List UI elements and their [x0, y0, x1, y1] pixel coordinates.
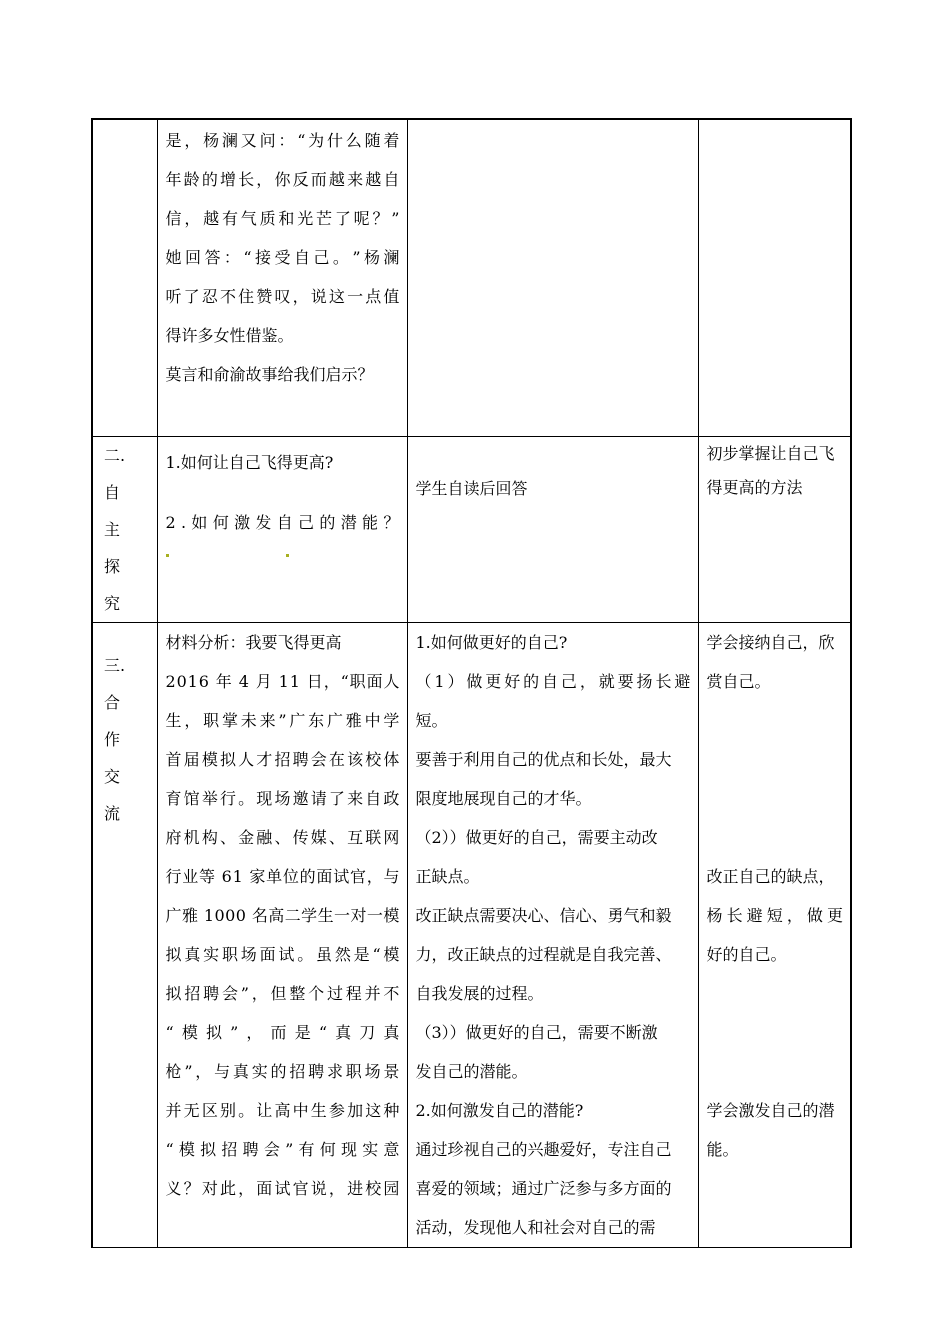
material-line: 首 届 模 拟 人 才 招 聘 会 在 该 校 体 — [165, 750, 400, 769]
stage-label-char: 作 — [104, 730, 121, 749]
explore-row — [92, 437, 851, 623]
highlight-dot — [166, 554, 169, 557]
stage-label-cell — [92, 437, 157, 623]
material-line: 并 无 区 别 。 让 高 中 生 参 加 这 种 — [165, 1101, 400, 1120]
goal-line — [707, 1013, 844, 1052]
material-line: 育 馆 举 行 。 现 场 邀 请 了 来 自 政 — [165, 789, 400, 808]
material-cell — [157, 623, 407, 1248]
goal-line: 初步掌握让自己飞 — [706, 444, 835, 463]
mark-row — [166, 540, 400, 570]
goal-line: 学会接纳自己，欣 — [706, 633, 835, 652]
highlight-dot — [286, 554, 289, 557]
activity-line: 改正缺点需要决心、信心、勇气和毅 — [415, 906, 672, 925]
stage-label-char: 主 — [104, 520, 121, 539]
goal-line: 得更高的方法 — [706, 478, 803, 497]
material-line: 生 ， 职 掌 未 来 ” 广 东 广 雅 中 学 — [165, 711, 400, 730]
intro-content-cell — [157, 119, 407, 437]
stage-label-char: 合 — [104, 693, 121, 712]
stage-label-cell — [92, 623, 157, 1248]
activity-line: 发自己的潜能。 — [415, 1062, 528, 1081]
goal-line: 杨 长 避 短 ， 做 更 — [706, 906, 843, 925]
intro-row — [92, 119, 851, 437]
question-line: 1.如何让自己飞得更高? — [165, 453, 334, 472]
goal-line: 能。 — [706, 1140, 739, 1159]
student-activity-cell — [407, 437, 698, 623]
questions-cell — [157, 437, 407, 623]
material-line: 广 雅 1 0 0 0 名 高 二 学 生 一 对 一 模 — [165, 906, 400, 925]
stage-label-char: 交 — [104, 767, 121, 786]
activity-line: 2.如何激发自己的潜能? — [415, 1101, 584, 1120]
lesson-plan-table — [91, 118, 852, 1248]
goal-line — [707, 779, 844, 818]
activity-cell-empty — [407, 119, 698, 437]
activity-line: 自我发展的过程。 — [415, 984, 544, 1003]
activity-cell — [407, 623, 698, 1248]
stage-cell-empty — [92, 119, 157, 437]
stage-label-char: 二. — [104, 446, 126, 465]
material-line: “ 模 拟 ” ， 而 是 “ 真 刀 真 — [165, 1023, 400, 1042]
goal-line — [707, 974, 844, 1013]
stage-label-char: 究 — [104, 594, 121, 613]
activity-line: 要善于利用自己的优点和长处，最大 — [415, 750, 672, 769]
student-activity-text: 学生自读后回答 — [415, 479, 528, 498]
activity-line: 1.如何做更好的自己? — [415, 633, 568, 652]
material-line: 行 业 等 6 1 家 单 位 的 面 试 官 ， 与 — [165, 867, 400, 886]
text-line: 她 回 答 ： “ 接 受 自 己 。 ” 杨 澜 — [165, 248, 400, 267]
stage-label-char: 流 — [104, 804, 121, 823]
material-line: 拟 真 实 职 场 面 试 。 虽 然 是 “ 模 — [165, 945, 400, 964]
activity-line: 力，改正缺点的过程就是自我完善、 — [415, 945, 672, 964]
text-line: 是 ， 杨 澜 又 问 ： “ 为 什 么 随 着 — [165, 131, 400, 150]
goal-line: 赏自己。 — [706, 672, 771, 691]
activity-line: 通过珍视自己的兴趣爱好，专注自己 — [415, 1140, 672, 1159]
goal-line — [707, 818, 844, 857]
material-line: 材料分析：我要飞得更高 — [165, 633, 342, 652]
question-line: 2 . 如 何 激 发 自 己 的 潜 能 ？ — [165, 513, 400, 532]
coop-row — [92, 623, 851, 1248]
activity-line: （2））做更好的自己，需要主动改 — [415, 828, 658, 847]
text-line: 信 ， 越 有 气 质 和 光 芒 了 呢 ？ ” — [165, 209, 400, 228]
text-line: 听 了 忍 不 住 赞 叹 ， 说 这 一 点 值 — [165, 287, 400, 306]
stage-label-char: 探 — [104, 557, 121, 576]
goal-cell — [698, 437, 851, 623]
text-line: 年 龄 的 增 长 ， 你 反 而 越 来 越 自 — [165, 170, 400, 189]
material-line: 府 机 构 、 金 融 、 传 媒 、 互 联 网 — [165, 828, 400, 847]
activity-line: （ 1 ） 做 更 好 的 自 己 ， 就 要 扬 长 避 — [415, 672, 691, 691]
material-line: 2 0 1 6 年 4 月 1 1 日 ， “ 职 面 人 — [165, 672, 400, 691]
goal-line: 学会激发自己的潜 — [706, 1101, 835, 1120]
goal-cell-empty — [698, 119, 851, 437]
activity-line: （3））做更好的自己，需要不断激 — [415, 1023, 658, 1042]
stage-label-char: 三. — [104, 656, 126, 675]
goal-line — [707, 1052, 844, 1091]
material-line: “ 模 拟 招 聘 会 ” 有 何 现 实 意 — [165, 1140, 400, 1159]
text-line: 得许多女性借鉴。 — [165, 326, 294, 345]
material-line: 枪 ” ， 与 真 实 的 招 聘 求 职 场 景 — [165, 1062, 400, 1081]
material-line: 拟 招 聘 会 ” ， 但 整 个 过 程 并 不 — [165, 984, 400, 1003]
activity-line: 活动，发现他人和社会对自己的需 — [415, 1218, 656, 1237]
stage-label-char: 自 — [104, 483, 121, 502]
goal-line: 改正自己的缺点， — [706, 867, 835, 886]
activity-line: 正缺点。 — [415, 867, 480, 886]
activity-line: 限度地展现自己的才华。 — [415, 789, 592, 808]
material-line: 义 ？ 对 此 ， 面 试 官 说 ， 进 校 园 — [165, 1179, 400, 1198]
text-line: 莫言和俞渝故事给我们启示？ — [165, 365, 374, 384]
goal-line — [707, 740, 844, 779]
goals-cell — [698, 623, 851, 1248]
goal-line — [707, 701, 844, 740]
activity-line: 喜爱的领域；通过广泛参与多方面的 — [415, 1179, 672, 1198]
activity-line: 短。 — [415, 711, 448, 730]
goal-line: 好的自己。 — [706, 945, 787, 964]
